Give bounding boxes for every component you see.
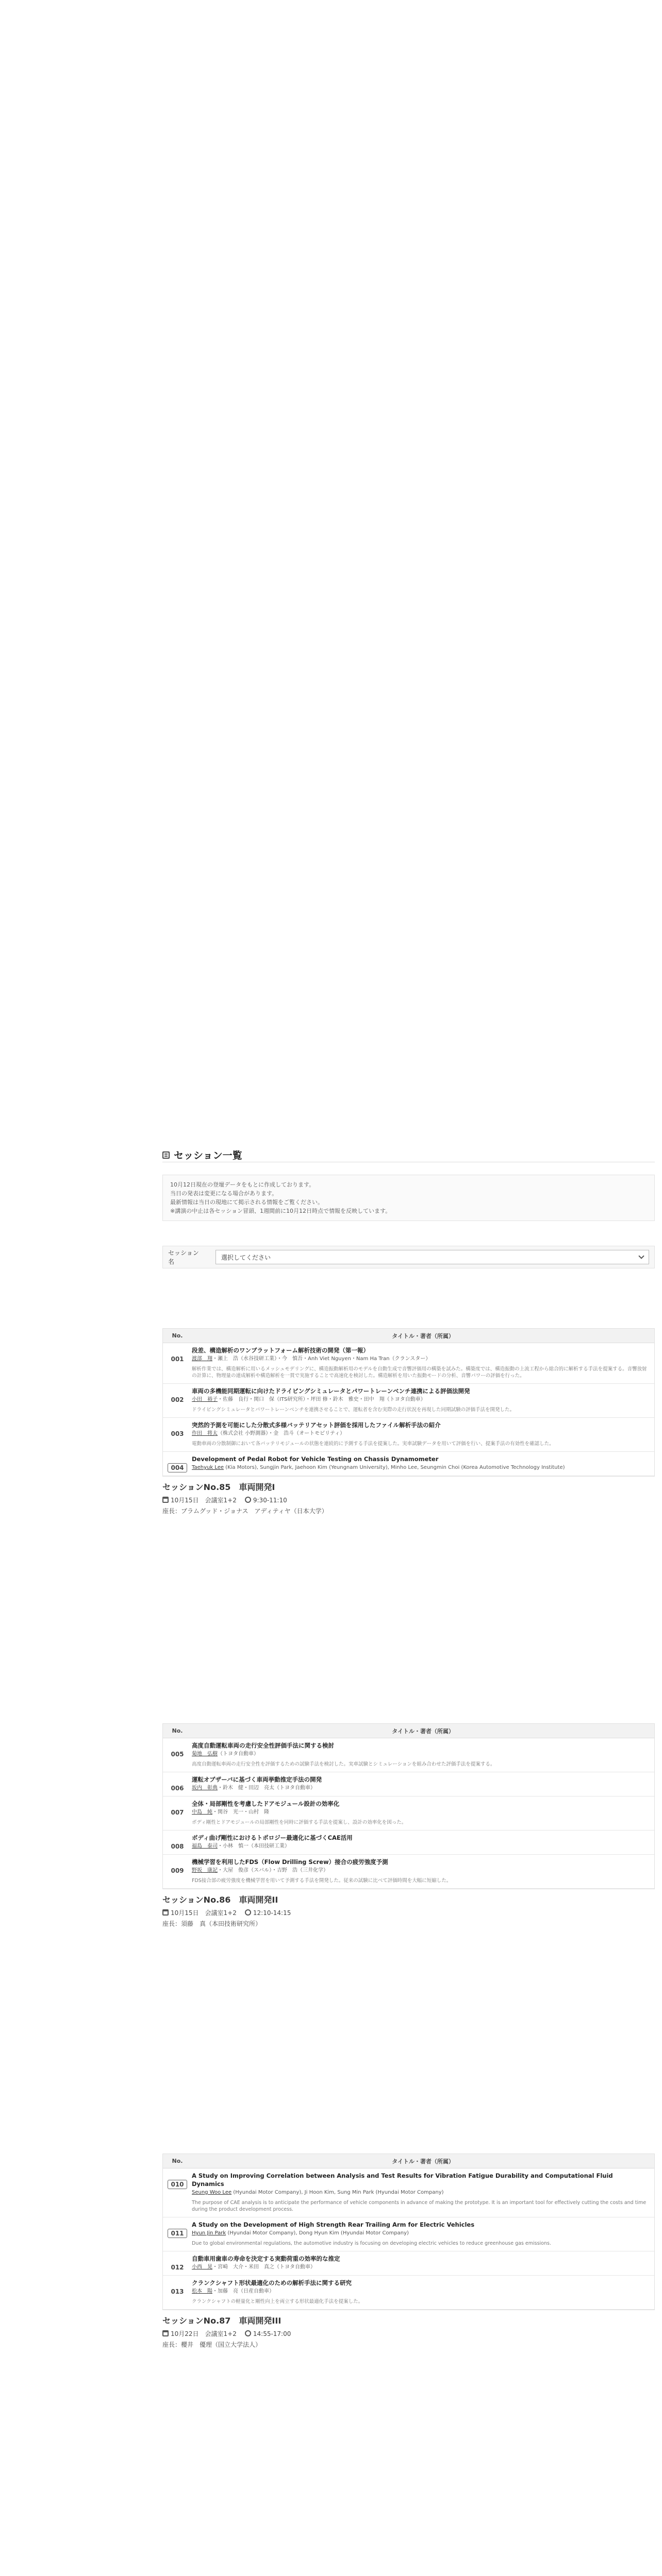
table-row: [163, 1738, 654, 1772]
session-info: [162, 1481, 655, 1515]
talk-number: [163, 1741, 192, 1768]
session-time: 12:10-14:15: [245, 1909, 291, 1917]
session-meta: [162, 1496, 655, 1504]
coauthors: ・瀬上 浩（水谷技研工業）・今 慎吾・Anh Viet Nguyen・Nam Ha Tran（クランスター）: [212, 1356, 431, 1362]
talk-abstract: 電動車両の分散制御において各バッテリモジュールの状態を連続的に予測する手法を提案した。実車試験データを用いて評価を行い、提案手法の有効性を確認した。: [192, 1441, 554, 1447]
talk-number: [163, 1387, 192, 1413]
talk-number-text: 005: [171, 1751, 184, 1758]
presenter-name[interactable]: Seung Woo Lee: [192, 2190, 232, 2195]
session-chair: 座長：須藤 真（本田技術研究所）: [162, 1920, 262, 1927]
calendar-icon: [162, 1909, 169, 1916]
talk-authors: [192, 1785, 647, 1792]
talk-body: [192, 1387, 654, 1413]
page-heading: [162, 1148, 655, 1162]
calendar-icon: [162, 2330, 169, 2336]
calendar-icon: [162, 1497, 169, 1503]
talk-number: [163, 2279, 192, 2305]
talk-title: 突然的予測を可能にした分散式多様バッテリアセット評価を採用したファイル解析手法の紹介: [192, 1421, 441, 1429]
talk-body: [192, 2279, 654, 2305]
coauthors: ・小林 慎一（本田技研工業）: [218, 1843, 290, 1849]
talk-title: 機械学習を利用したFDS（Flow Drilling Screw）接合の疲労強度予測: [192, 1858, 388, 1866]
talk-number-text: 006: [171, 1785, 184, 1792]
talk-authors: [192, 1396, 647, 1403]
talk-title: ボディ曲げ剛性におけるトポロジー最適化に基づくCAE活用: [192, 1834, 353, 1841]
talk-title: 自動車用歯車の寿命を決定する実動荷重の効率的な推定: [192, 2255, 340, 2262]
talk-abstract: Due to global environmental regulations, the automotive industry is focusing on developing electric vehicles to reduce greenhouse gas emissions.: [192, 2241, 551, 2246]
session-meta: [162, 2329, 655, 2338]
talk-number-text: 002: [171, 1396, 184, 1403]
notice-line: ※講演の中止は各セッション冒頭、1週間前に10月12日時点で情報を反映しています。: [170, 1208, 391, 1214]
session-name: セッションNo.87 車両開発III: [162, 2316, 282, 2326]
presenter-name[interactable]: 野坂 康記: [192, 1868, 218, 1873]
coauthors: ・関谷 光一・山村 隆: [212, 1809, 269, 1815]
session-name: セッションNo.86 車両開発II: [162, 1895, 278, 1905]
talk-number-text: 008: [171, 1843, 184, 1850]
coauthors: (Kia Motors), Sungjin Park, Jaehoon Kim (Yeungnam University), Minho Lee, Seungmin Choi (Korea Automotive Technology Institute): [224, 1465, 565, 1470]
session-chair: 座長：櫻井 優理（国立大学法人）: [162, 2341, 262, 2348]
session-time: 14:55-17:00: [245, 2330, 291, 2337]
session-info: [162, 1893, 655, 1928]
coauthors: ・大屋 俊彦（スバル）・吉野 浩（三井化学）: [218, 1868, 328, 1873]
table-header: [163, 1724, 654, 1738]
page-title: セッション一覧: [174, 1150, 242, 1161]
table-header: [163, 1329, 654, 1343]
talk-abstract: The purpose of CAE analysis is to anticipate the performance of vehicle components in advance of making the prototype. It is an important tool for effectively cutting the costs and time during the product development process.: [192, 2200, 647, 2212]
column-header-title: タイトル・著者（所属）: [392, 1332, 454, 1340]
talk-title: 運転オブザーバに基づく車両挙動推定手法の開発: [192, 1776, 322, 1783]
talk-number: [163, 1800, 192, 1826]
talk-number: [163, 2255, 192, 2271]
session-chair: 座長：ブラムグッド・ジョナス アディティヤ（日本大学）: [162, 1507, 328, 1515]
session-date: 10月15日 会議室1+2: [162, 1496, 237, 1504]
column-header-title: タイトル・著者（所属）: [392, 1727, 454, 1735]
talk-number: [163, 2221, 192, 2247]
presenter-name[interactable]: Hyun Jin Park: [192, 2230, 226, 2236]
talk-title: 高度自動運転車両の走行安全性評価手法に関する検討: [192, 1742, 334, 1749]
talk-body: [192, 2221, 654, 2247]
talk-body: [192, 1800, 654, 1826]
session-date: 10月15日 会議室1+2: [162, 1908, 237, 1917]
talk-abstract: クランクシャフトの軽量化と剛性向上を両立する形状最適化手法を提案した。: [192, 2299, 363, 2304]
talk-title: クランクシャフト形状最適化のための解析手法に関する研究: [192, 2279, 352, 2286]
talk-title: 全体・局部剛性を考慮したドアモジュール設計の効率化: [192, 1800, 340, 1807]
talk-body: [192, 2172, 654, 2213]
talk-authors: [192, 1464, 647, 1471]
table-row: [163, 1418, 654, 1452]
talk-authors: [192, 1430, 647, 1437]
talk-title: A Study on Improving Correlation between Analysis and Test Results for Vibration Fatigue Durability and Computational Fluid Dynamics: [192, 2172, 613, 2188]
table-row: [163, 1452, 654, 1476]
coauthors: (Hyundai Motor Company), Dong Hyun Kim (Hyundai Motor Company): [226, 2230, 409, 2236]
session-date: 10月22日 会議室1+2: [162, 2329, 237, 2338]
table-row: [163, 2276, 654, 2310]
talk-body: [192, 1834, 654, 1850]
talk-body: [192, 1741, 654, 1768]
session-name: セッションNo.85 車両開発I: [162, 1482, 275, 1492]
list-icon: [162, 1151, 170, 1159]
coauthors: (Hyundai Motor Company), Ji Hoon Kim, Sung Min Park (Hyundai Motor Company): [231, 2190, 444, 2195]
talk-number-text: 011: [168, 2229, 187, 2238]
session-select-value: 選択してください: [221, 1253, 271, 1261]
session-filter: [162, 1246, 655, 1268]
talk-number-text: 009: [171, 1867, 184, 1874]
presenter-name[interactable]: 小田 裕子: [192, 1397, 218, 1402]
talk-number: [163, 1421, 192, 1447]
notice-box: [162, 1175, 655, 1221]
presenter-name[interactable]: 松本 陽: [192, 2289, 212, 2294]
table-row: [163, 1343, 654, 1384]
table-row: [163, 1772, 654, 1797]
table-row: [163, 2251, 654, 2276]
table-row: [163, 2168, 654, 2217]
coauthors: ・宮崎 大介・米田 真之（トヨタ自動車）: [212, 2264, 316, 2270]
column-header-no: No.: [172, 1727, 183, 1734]
presenter-name[interactable]: 作田 将太: [192, 1431, 218, 1436]
talk-number: [163, 1834, 192, 1850]
table-row: [163, 2217, 654, 2251]
talk-authors: [192, 2230, 647, 2237]
talk-body: [192, 1858, 654, 1884]
coauthors: （株式会社 小野測器）・金 浩斗（オートモビリティ）: [218, 1431, 345, 1436]
talk-body: [192, 1346, 654, 1379]
talk-number-text: 007: [171, 1809, 184, 1816]
coauthors: ・鈴木 健・田辺 亮太（トヨタ自動車）: [218, 1785, 316, 1791]
talk-number-text: 010: [168, 2180, 187, 2189]
column-header-title: タイトル・著者（所属）: [392, 2158, 454, 2165]
talk-number-text: 003: [171, 1430, 184, 1437]
talk-authors: [192, 1809, 647, 1816]
column-header-no: No.: [172, 1332, 183, 1339]
table-row: [163, 1831, 654, 1855]
talk-authors: [192, 2189, 647, 2196]
table-row: [163, 1797, 654, 1831]
talk-number: [163, 1858, 192, 1884]
talk-abstract: 解析作業では、構造解析に用いるメッシュモデリングに、構造振動解析用のモデルを自動生成で音響評価用の構築を試みた。構築度では、構造振動の上流工程から総合的に解析する手法を提案する。音響放射の計算に、物理量の連成解析や構造解析を一貫で実施することで高速化を検討した。構造解析を用いた振動モードの分析、音響パワーの評価を行った。: [192, 1366, 647, 1379]
notice-line: 当日の発表は変更になる場合があります。: [170, 1190, 278, 1197]
presenter-name[interactable]: 福島 泰司: [192, 1843, 218, 1849]
session-block: [162, 2154, 655, 2349]
table-row: [163, 1384, 654, 1418]
talk-body: [192, 1775, 654, 1792]
column-header-no: No.: [172, 2158, 183, 2164]
talk-authors: [192, 1355, 647, 1363]
talk-title: A Study on the Development of High Strength Rear Trailing Arm for Electric Vehicles: [192, 2221, 475, 2228]
chevron-down-icon: [638, 1253, 644, 1259]
coauthors: ・加藤 亮（日産自動車）: [212, 2289, 274, 2294]
presenter-name[interactable]: 渡部 翔: [192, 1356, 212, 1362]
talk-title: 段差、構造解析のワンブラットフォーム解析技術の開発（第一報）: [192, 1347, 369, 1354]
presenter-name[interactable]: 坂内 彰典: [192, 1785, 218, 1791]
notice-line: 最新情報は当日の現地にて掲示される情報をご覧ください。: [170, 1199, 323, 1206]
talk-authors: [192, 2288, 647, 2295]
talk-abstract: FDS接合部の疲労強度を機械学習を用いて予測する手法を開発した。従来の試験に比べて評価時間を大幅に短縮した。: [192, 1878, 452, 1884]
talk-authors: [192, 2264, 647, 2271]
talk-authors: [192, 1751, 647, 1758]
session-block: [162, 1723, 655, 1928]
talk-body: [192, 1455, 654, 1471]
table-row: [163, 1855, 654, 1889]
talk-table: [162, 2154, 655, 2310]
session-info: [162, 2314, 655, 2349]
presenter-name[interactable]: 菊地 弘樹: [192, 1751, 218, 1757]
talk-authors: [192, 1843, 647, 1850]
talk-abstract: ボディ剛性とドアモジュールの局部剛性を同時に評価する手法を提案し、設計の効率化を図った。: [192, 1820, 407, 1825]
session-filter-label: セッション名: [168, 1249, 199, 1265]
talk-number-text: 013: [171, 2288, 184, 2295]
talk-title: Development of Pedal Robot for Vehicle Testing on Chassis Dynamometer: [192, 1455, 439, 1463]
presenter-name[interactable]: Taehyuk Lee: [192, 1465, 224, 1470]
talk-abstract: 高度自動運転車両の走行安全性を評価するための試験手法を検討した。実車試験とシミュレーションを組み合わせた評価手法を提案する。: [192, 1761, 495, 1767]
presenter-name[interactable]: 小西 晃: [192, 2264, 212, 2270]
session-time: 9:30-11:10: [245, 1497, 287, 1504]
talk-body: [192, 1421, 654, 1447]
notice-line: 10月12日現在の登壇データをもとに作成しております。: [170, 1181, 315, 1188]
presenter-name[interactable]: 中島 純: [192, 1809, 212, 1815]
coauthors: （トヨタ自動車）: [218, 1751, 259, 1757]
talk-number-text: 004: [168, 1463, 187, 1472]
clock-icon: [245, 1497, 251, 1503]
talk-number: [163, 1775, 192, 1792]
talk-table: [162, 1723, 655, 1889]
session-block: [162, 1328, 655, 1515]
talk-number: [163, 1455, 192, 1471]
talk-table: [162, 1328, 655, 1477]
coauthors: ・佐藤 良行・関口 保（ITS研究所）・坪田 修・鈴木 雅史・田中 翔（トヨタ自動車）: [218, 1397, 426, 1402]
clock-icon: [245, 2330, 251, 2336]
talk-body: [192, 2255, 654, 2271]
talk-number: [163, 1346, 192, 1379]
talk-number-text: 012: [171, 2264, 184, 2271]
session-meta: [162, 1908, 655, 1917]
talk-authors: [192, 1867, 647, 1874]
table-header: [163, 2154, 654, 2168]
talk-number-text: 001: [171, 1355, 184, 1363]
talk-abstract: ドライビングシミュレータとパワートレーンベンチを連携させることで、運転者を含む実際の走行状況を再現した同期試験の評価手法を開発した。: [192, 1407, 515, 1413]
session-select[interactable]: [216, 1250, 649, 1264]
clock-icon: [245, 1909, 251, 1916]
talk-title: 車両の多機能同期運転に向けたドライビングシミュレータとパワートレーンベンチ連携による評価法開発: [192, 1387, 470, 1395]
talk-number: [163, 2172, 192, 2213]
